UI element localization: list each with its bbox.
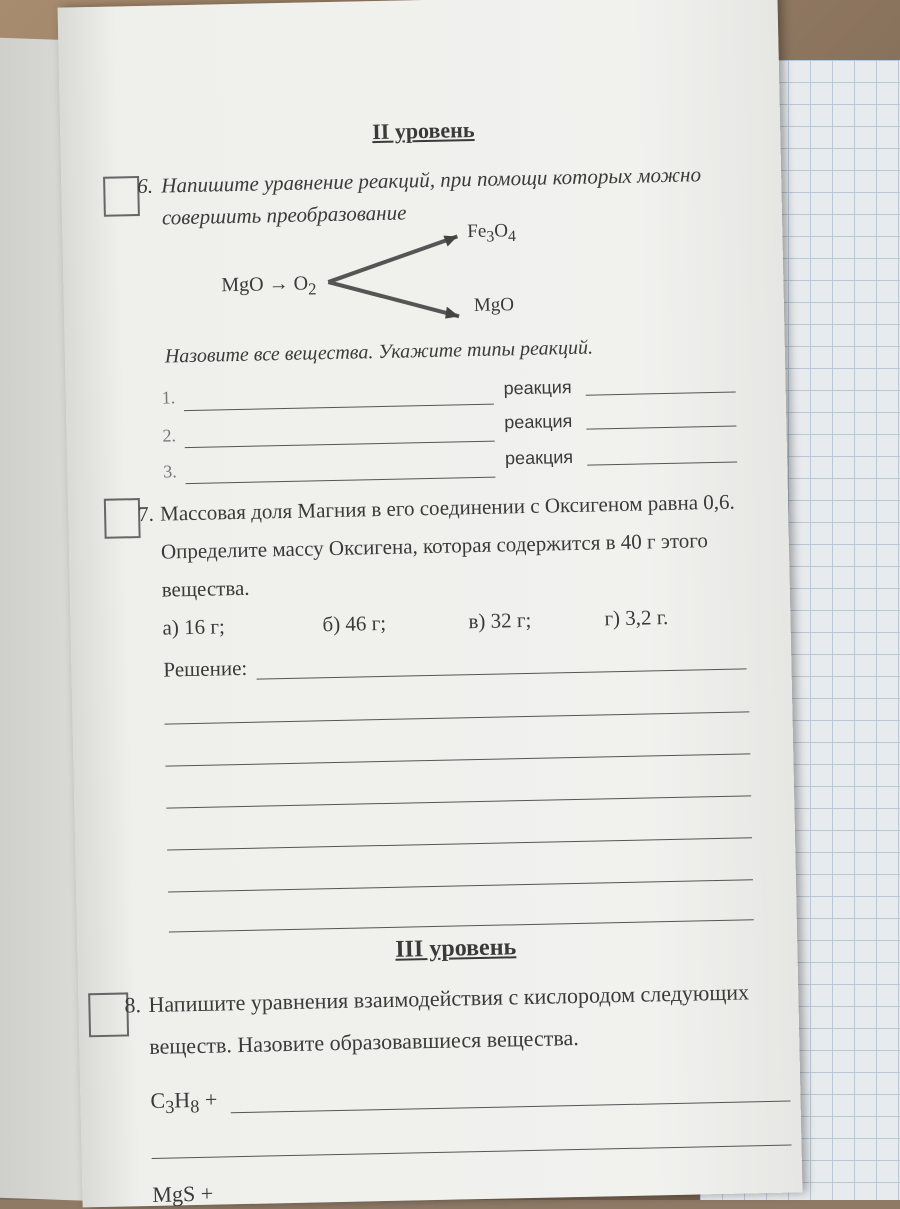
task-8-number: 8. [124,992,142,1018]
row-3-answer-line[interactable] [185,477,495,484]
task-8-line-1: Напишите уравнения взаимодействия с кислородом следующих [148,979,750,1017]
task-7-option-c[interactable]: в) 32 г; [468,607,532,634]
task-7-line-3: вещества. [161,575,250,602]
task-7-number: 7. [137,501,155,527]
solution-label: Решение: [163,655,248,682]
task-7-line-2: Определите массу Оксигена, которая содержится в 40 г этого [160,528,709,564]
level-2-heading: II уровень [371,116,475,145]
task-7-checkbox[interactable] [104,498,141,539]
formula-1-answer-line-2[interactable] [152,1145,792,1159]
scheme-branch-arrows [317,224,479,337]
row-1-answer-line[interactable] [184,404,494,411]
solution-line-6[interactable] [168,879,753,892]
scheme-product-bottom: MgO [473,294,515,317]
solution-line-5[interactable] [167,837,752,850]
task-6-line-2: совершить преобразование [161,200,407,230]
task-6-instruction: Назовите все вещества. Укажите типы реакций. [164,336,594,368]
task-8-line-2: веществ. Назовите образовавшиеся вещества. [149,1024,579,1059]
row-2-reaction-type-line[interactable] [586,426,736,430]
task-7-option-a[interactable]: а) 16 г; [162,614,226,640]
solution-line-3[interactable] [165,753,750,766]
row-2-number: 2. [162,425,177,446]
row-2-reaction-label: реакция [504,410,573,433]
task-6-checkbox[interactable] [103,176,140,217]
solution-line-2[interactable] [165,711,750,724]
level-3-heading: III уровень [395,934,517,963]
formula-mgs: MgS + [152,1180,214,1207]
solution-line-1[interactable] [257,668,747,679]
task-7-option-b[interactable]: б) 46 г; [322,610,387,637]
row-1-reaction-type-line[interactable] [586,392,736,396]
scheme-start: MgO → $O_2$ [221,272,317,299]
row-3-reaction-label: реакция [504,446,574,469]
task-6-line-1: Напишите уравнение реакций, при помощи которых можно [161,162,702,198]
row-3-number: 3. [163,461,177,482]
formula-propane: $C_3H_8$ + [150,1086,218,1118]
task-7-option-d[interactable]: г) 3,2 г. [604,605,669,631]
solution-line-7[interactable] [169,919,754,932]
row-2-answer-line[interactable] [185,441,495,448]
scheme-product-top: $Fe_3O_4$ [467,220,517,246]
row-1-number: 1. [161,387,176,408]
formula-1-answer-line[interactable] [231,1101,791,1114]
task-7-line-1: Массовая доля Магния в его соединении с Оксигеном равна 0,6. [159,489,736,526]
workbook-page [58,0,803,1207]
solution-line-4[interactable] [166,795,751,808]
row-3-reaction-type-line[interactable] [587,462,737,466]
task-8-checkbox[interactable] [88,992,129,1037]
task-6-number: 6. [137,173,154,199]
row-1-reaction-label: реакция [503,376,572,399]
